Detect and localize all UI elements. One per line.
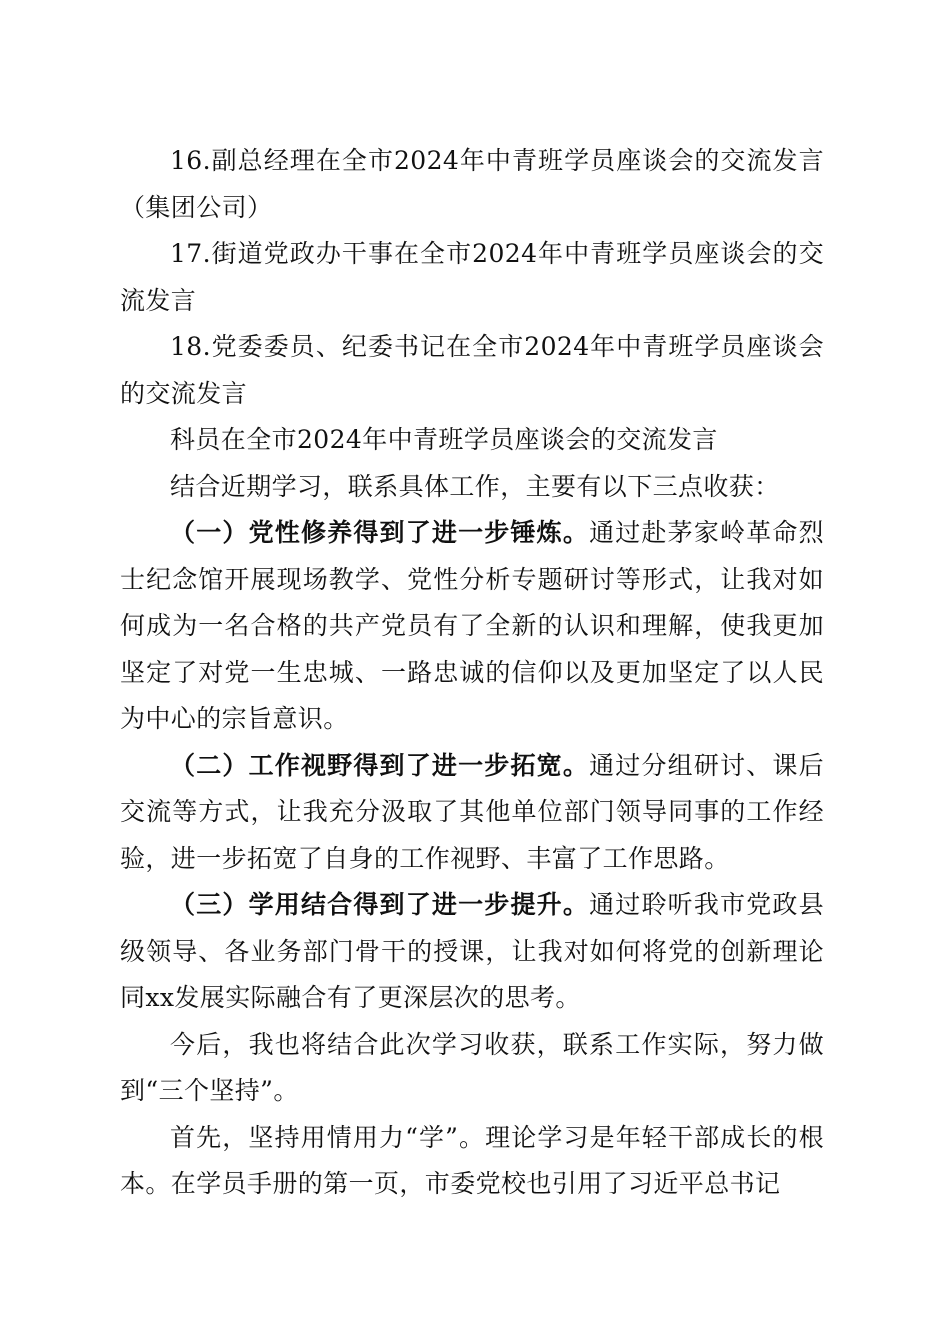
point-3-heading: （三）学用结合得到了进一步提升。 xyxy=(170,890,590,919)
speech-title: 科员在全市2024年中青班学员座谈会的交流发言 xyxy=(170,425,718,454)
point-3-body: 通过聆听我市党政县级领导、各业务部门骨干的授课，让我对如何将党的创新理论同xx发展实际融合有了更深层次的思考。 xyxy=(120,890,824,1012)
point-2-paragraph xyxy=(120,743,824,883)
list-item-17: 17.街道党政办干事在全市2024年中青班学员座谈会的交流发言 xyxy=(120,239,824,315)
point-1-paragraph xyxy=(120,510,824,743)
list-item-18: 18.党委委员、纪委书记在全市2024年中青班学员座谈会的交流发言 xyxy=(120,332,824,408)
document-page xyxy=(120,138,824,1208)
point-2-body: 通过分组研讨、课后交流等方式，让我充分汲取了其他单位部门领导同事的工作经验，进一步拓宽了自身的工作视野、丰富了工作思路。 xyxy=(120,750,824,873)
point-3-paragraph xyxy=(120,882,824,1022)
list-item-16: 16.副总经理在全市2024年中青班学员座谈会的交流发言（集团公司） xyxy=(120,146,824,222)
point-2-heading: （二）工作视野得到了进一步拓宽。 xyxy=(170,750,590,780)
future-paragraph: 今后，我也将结合此次学习收获，联系工作实际，努力做到“三个坚持”。 xyxy=(120,1029,824,1105)
point-1-heading: （一）党性修养得到了进一步锤炼。 xyxy=(170,518,590,547)
intro-paragraph: 结合近期学习，联系具体工作，主要有以下三点收获： xyxy=(170,471,780,501)
first-point-paragraph: 首先，坚持用情用力“学”。理论学习是年轻干部成长的根本。在学员手册的第一页，市委党校也引用了习近平总书记 xyxy=(120,1122,824,1198)
point-1-body: 通过赴茅家岭革命烈士纪念馆开展现场教学、党性分析专题研讨等形式，让我对如何成为一名合格的共产党员有了全新的认识和理解，使我更加坚定了对党一生忠城、一路忠诚的信仰以及更加坚定了以人民为中心的宗旨意识。 xyxy=(120,518,824,733)
